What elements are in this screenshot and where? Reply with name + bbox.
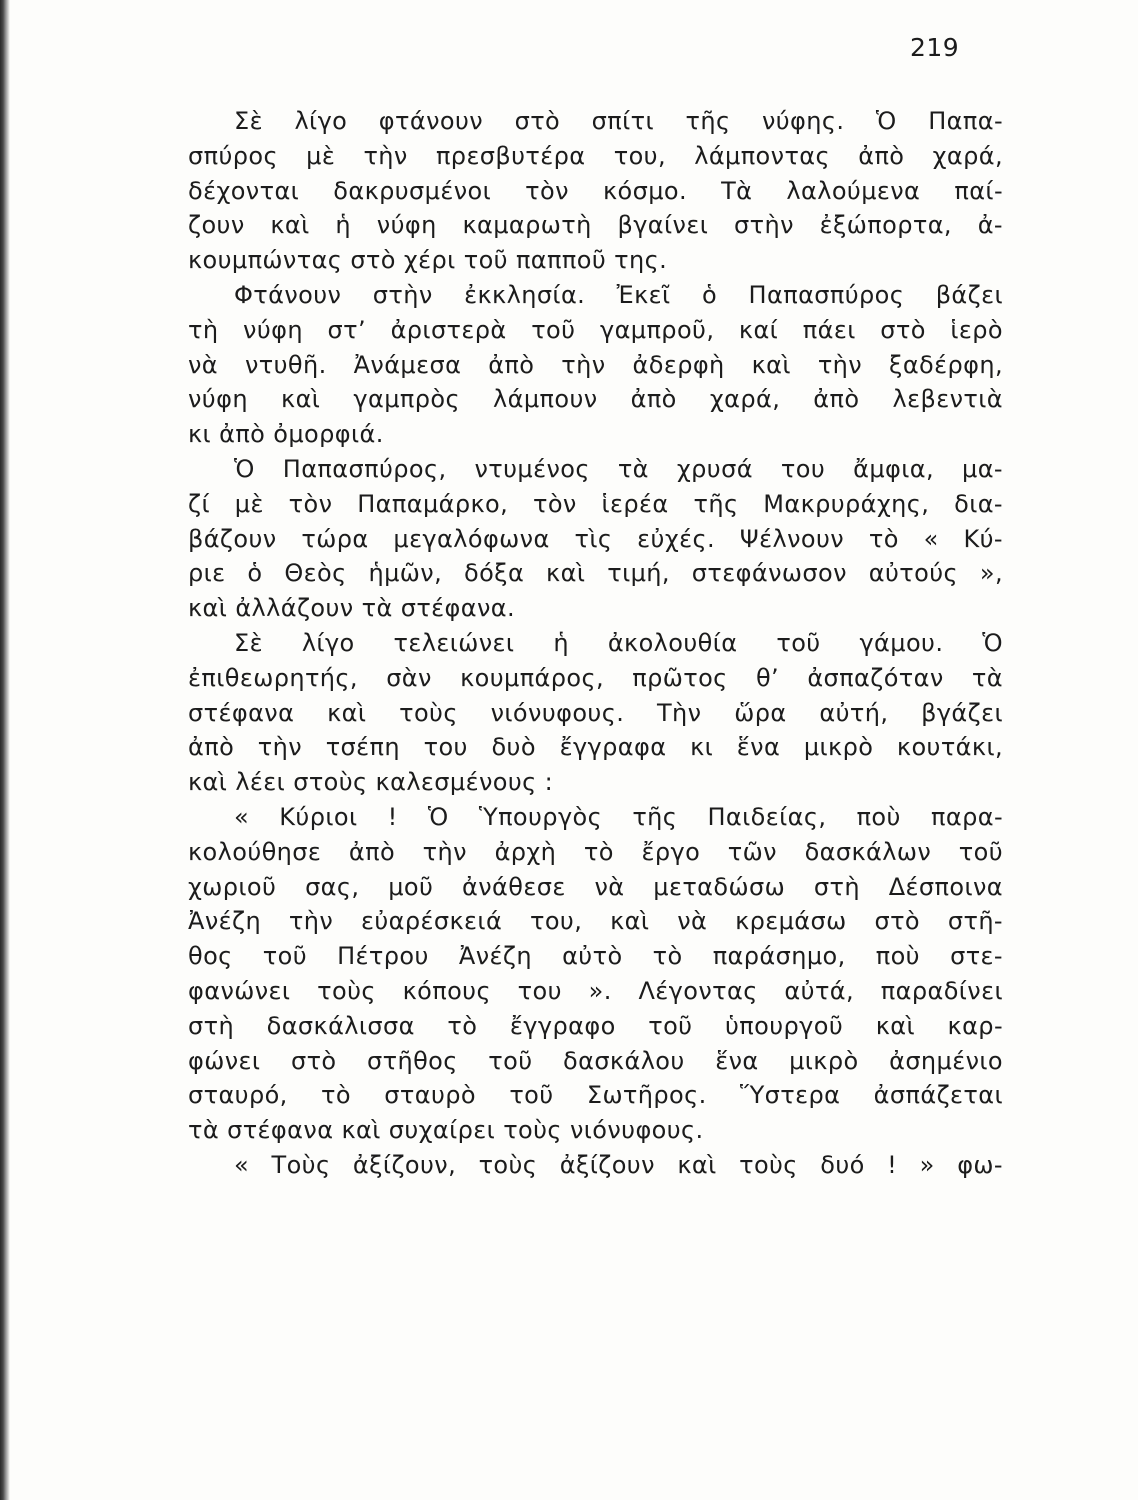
text-line: ἐπιθεωρητής, σὰν κουμπάρος, πρῶτος θ’ ἀσπαζόταν τὰ: [188, 663, 1003, 692]
text-line: κουμπώντας στὸ χέρι τοῦ παπποῦ της.: [188, 246, 668, 275]
text-line: στὴ δασκάλισσα τὸ ἔγγραφο τοῦ ὑπουργοῦ καὶ καρ-: [188, 1011, 1003, 1040]
text-line: καὶ ἀλλάζουν τὰ στέφανα.: [188, 594, 516, 623]
text-line: καὶ λέει στοὺς καλεσμένους :: [188, 768, 554, 797]
text-line: Σὲ λίγο τελειώνει ἡ ἀκολουθία τοῦ γάμου. Ὁ: [234, 628, 1003, 657]
text-line: Ἀνέζη τὴν εὐαρέσκειά του, καὶ νὰ κρεμάσω στὸ στῆ-: [188, 907, 1003, 936]
text-line: ζουν καὶ ἡ νύφη καμαρωτὴ βγαίνει στὴν ἐξώπορτα, ἀ-: [188, 211, 1003, 240]
text-line: τὰ στέφανα καὶ συχαίρει τοὺς νιόνυφους.: [188, 1116, 704, 1145]
text-line: « Κύριοι ! Ὁ Ὑπουργὸς τῆς Παιδείας, ποὺ παρα-: [234, 802, 1003, 831]
page-number: 219: [910, 33, 960, 62]
text-line: σταυρό, τὸ σταυρὸ τοῦ Σωτῆρος. Ὕστερα ἀσπάζεται: [188, 1081, 1003, 1110]
text-line: νύφη καὶ γαμπρὸς λάμπουν ἀπὸ χαρά, ἀπὸ λεβεντιὰ: [188, 385, 1003, 414]
text-line: « Τοὺς ἀξίζουν, τοὺς ἀξίζουν καὶ τοὺς δυό ! » φω-: [234, 1150, 1003, 1179]
binding-edge: [0, 0, 10, 1500]
text-line: θος τοῦ Πέτρου Ἀνέζη αὐτὸ τὸ παράσημο, ποὺ στε-: [188, 942, 1003, 971]
text-line: Σὲ λίγο φτάνουν στὸ σπίτι τῆς νύφης. Ὁ Παπα-: [234, 107, 1003, 135]
text-line: βάζουν τώρα μεγαλόφωνα τὶς εὐχές. Ψέλνουν τὸ « Κύ-: [188, 524, 1003, 553]
text-line: τὴ νύφη στ’ ἀριστερὰ τοῦ γαμπροῦ, καί πάει στὸ ἱερὸ: [188, 315, 1003, 344]
text-line: κολούθησε ἀπὸ τὴν ἀρχὴ τὸ ἔργο τῶν δασκάλων τοῦ: [188, 837, 1003, 866]
text-line: ριε ὁ Θεὸς ἡμῶν, δόξα καὶ τιμή, στεφάνωσον αὐτούς »,: [188, 559, 1003, 588]
text-line: νὰ ντυθῆ. Ἀνάμεσα ἀπὸ τὴν ἀδερφὴ καὶ τὴν ξαδέρφη,: [188, 350, 1003, 379]
text-line: χωριοῦ σας, μοῦ ἀνάθεσε νὰ μεταδώσω στὴ Δέσποινα: [188, 872, 1003, 901]
text-line: Φτάνουν στὴν ἐκκλησία. Ἐκεῖ ὁ Παπασπύρος βάζει: [234, 280, 1003, 309]
body-text: [188, 104, 1003, 1183]
text-line: στέφανα καὶ τοὺς νιόνυφους. Τὴν ὥρα αὐτή, βγάζει: [188, 698, 1003, 727]
text-line: φώνει στὸ στῆθος τοῦ δασκάλου ἕνα μικρὸ ἀσημένιο: [188, 1046, 1003, 1075]
text-line: Ὁ Παπασπύρος, ντυμένος τὰ χρυσά του ἄμφια, μα-: [234, 454, 1003, 483]
text-line: ἀπὸ τὴν τσέπη του δυὸ ἔγγραφα κι ἕνα μικρὸ κουτάκι,: [188, 733, 1003, 762]
text-line: ζί μὲ τὸν Παπαμάρκο, τὸν ἱερέα τῆς Μακρυράχης, δια-: [188, 489, 1003, 518]
text-line: κι ἀπὸ ὀμορφιά.: [188, 420, 384, 449]
text-line: σπύρος μὲ τὴν πρεσβυτέρα του, λάμποντας ἀπὸ χαρά,: [188, 141, 1003, 170]
text-line: δέχονται δακρυσμένοι τὸν κόσμο. Τὰ λαλούμενα παί-: [188, 176, 1003, 205]
text-line: φανώνει τοὺς κόπους του ». Λέγοντας αὐτά, παραδίνει: [188, 976, 1003, 1005]
